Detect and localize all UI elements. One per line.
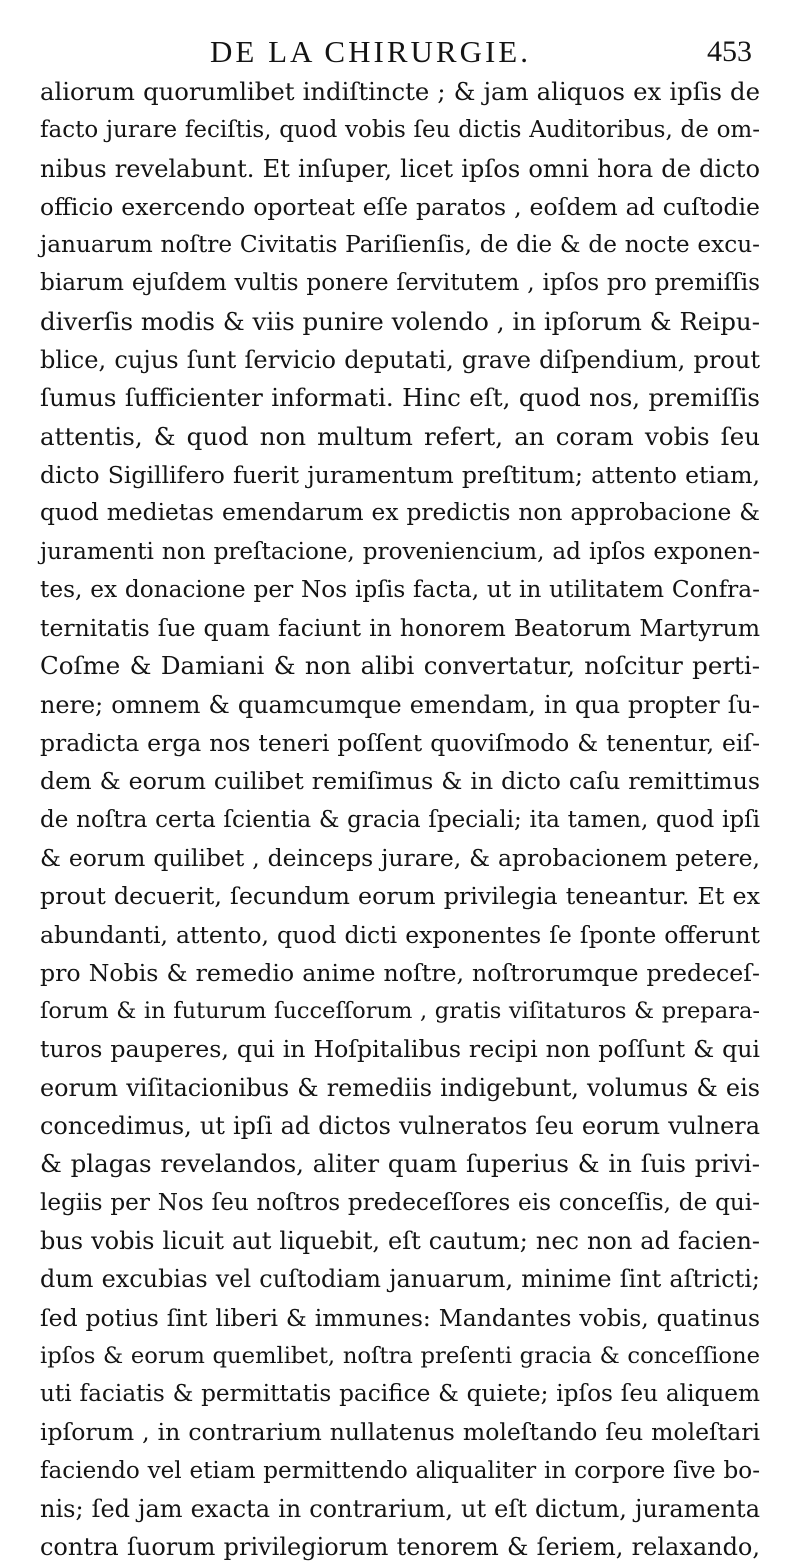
text-line: pro Nobis & remedio anime noſtre, noſtrorumque predeceſ- [40, 958, 760, 987]
text-line: prout decuerit, ſecundum eorum privilegia teneantur. Et ex [40, 882, 760, 911]
text-line: uti faciatis & permittatis pacifice & quiete; ipſos ſeu aliquem [40, 1380, 760, 1408]
text-line: ſorum & in futurum ſucceſſorum , gratis viſitaturos & prepara- [40, 998, 760, 1025]
text-line: dum excubias vel cuſtodiam januarum, minime ſint aſtricti; [40, 1265, 760, 1294]
text-line: ſumus ſufficienter informati. Hinc eſt, quod nos, premiſſis [40, 383, 760, 413]
text-line: ipſos & eorum quemlibet, noſtra preſenti gracia & conceſſione [40, 1342, 760, 1369]
text-line: pradicta erga nos teneri poſſent quoviſmodo & tenentur, eiſ- [40, 729, 760, 758]
text-line: quod medietas emendarum ex predictis non approbacione & [40, 499, 760, 527]
text-line: abundanti, attento, quod dicti exponentes ſe ſponte offerunt [40, 920, 760, 949]
text-line: Coſme & Damiani & non alibi convertatur, noſcitur perti- [40, 651, 760, 681]
text-line: legiis per Nos ſeu noſtros predeceſſores eis conceſſis, de qui- [40, 1189, 760, 1216]
text-line: de noſtra certa ſcientia & gracia ſpeciali; ita tamen, quod ipſi [40, 806, 760, 833]
text-line: ternitatis ſue quam faciunt in honorem Beatorum Martyrum [40, 614, 760, 643]
page-header [0, 34, 800, 74]
text-line: turos pauperes, qui in Hoſpitalibus recipi non poſſunt & qui [40, 1035, 760, 1064]
text-line: & eorum quilibet , deinceps jurare, & aprobacionem petere, [40, 843, 760, 872]
text-line: januarum noſtre Civitatis Pariſienſis, de die & de nocte excu- [40, 231, 760, 259]
text-line: ſed potius ſint liberi & immunes: Mandantes vobis, quatinus [40, 1303, 760, 1332]
text-line: diverſis modis & viis punire volendo , in ipſorum & Reipu- [40, 306, 760, 336]
text-line: dicto Sigillifero fuerit juramentum preſtitum; attento etiam, [40, 460, 760, 489]
text-line: bus vobis licuit aut liquebit, eſt cautum; nec non ad facien- [40, 1226, 760, 1255]
text-line: dem & eorum cuilibet remiſimus & in dicto caſu remittimus [40, 767, 760, 796]
text-line: contra ſuorum privilegiorum tenorem & ſeriem, relaxando, [40, 1533, 760, 1562]
text-line: nere; omnem & quamcumque emendam, in qua propter ſu- [40, 690, 760, 719]
text-line: ipſorum , in contrarium nullatenus moleſtando ſeu moleſtari [40, 1418, 760, 1447]
text-line: concedimus, ut ipſi ad dictos vulneratos ſeu eorum vulnera [40, 1112, 760, 1141]
text-line: attentis, & quod non multum refert, an coram vobis ſeu [40, 421, 760, 451]
text-line: aliorum quorumlibet indiſtincte ; & jam aliquos ex ipſis de [40, 77, 760, 106]
text-line: & plagas revelandos, aliter quam ſuperius & in ſuis privi- [40, 1149, 760, 1179]
text-line: biarum ejuſdem vultis ponere ſervitutem , ipſos pro premiſſis [40, 270, 760, 297]
text-line: facto jurare feciſtis, quod vobis ſeu dictis Auditoribus, de om- [40, 117, 760, 144]
text-line: tes, ex donacione per Nos ipſis facta, ut in utilitatem Confra- [40, 575, 760, 603]
running-title: DE LA CHIRURGIE. [210, 34, 531, 69]
text-line: juramenti non preſtacione, proveniencium, ad ipſos exponen- [40, 538, 760, 565]
text-line: blice, cujus ſunt ſervicio deputati, grave diſpendium, prout [40, 346, 760, 375]
text-line: eorum viſitacionibus & remediis indigebunt, volumus & eis [40, 1073, 760, 1102]
text-line: faciendo vel etiam permittendo aliqualiter in corpore ſive bo- [40, 1457, 760, 1484]
text-line: officio exercendo oporteat eſſe paratos , eoſdem ad cuſtodie [40, 192, 760, 221]
text-line: nis; ſed jam exacta in contrarium, ut eſt dictum, juramenta [40, 1494, 760, 1523]
text-line: nibus revelabunt. Et inſuper, licet ipſos omni hora de dicto [40, 154, 760, 183]
page-number: 453 [707, 35, 752, 68]
body-text [40, 73, 760, 1567]
